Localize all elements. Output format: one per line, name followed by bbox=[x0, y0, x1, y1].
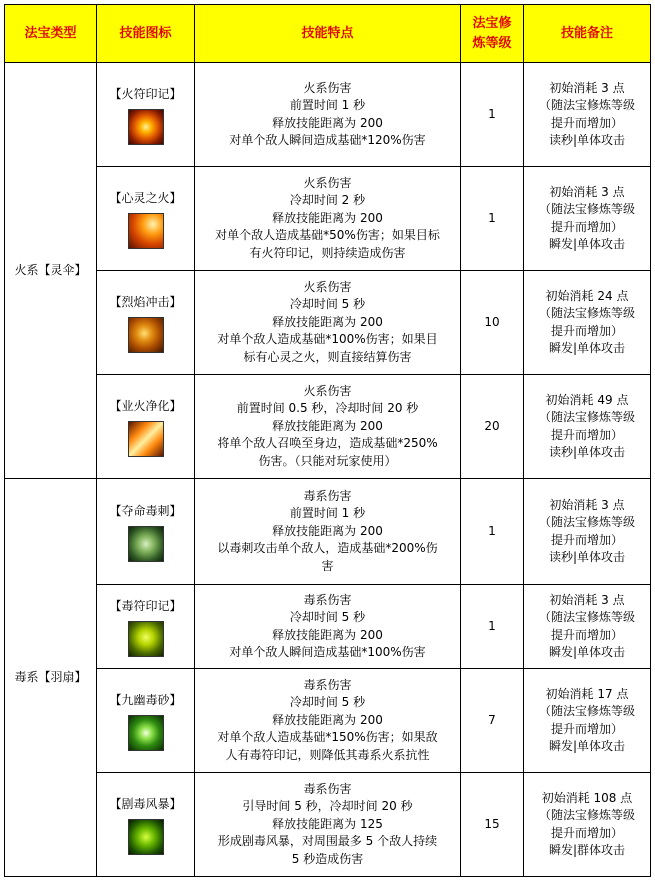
skill-features: 火系伤害 前置时间 0.5 秒，冷却时间 20 秒 释放技能距离为 200 将单个敌人召唤至身边，造成基础*250% 伤害。（只能对玩家使用） bbox=[195, 375, 461, 479]
header-type: 法宝类型 bbox=[5, 5, 97, 63]
header-level: 法宝修 炼等级 bbox=[461, 5, 524, 63]
poison-sand-icon bbox=[128, 715, 164, 751]
skill-name: 【毒符印记】 bbox=[109, 598, 182, 613]
poison-sting-icon bbox=[128, 526, 164, 562]
table-row bbox=[5, 375, 651, 479]
skill-table bbox=[4, 4, 651, 877]
skill-icon-cell bbox=[97, 773, 195, 877]
skill-level: 1 bbox=[461, 63, 524, 167]
skill-notes: 初始消耗 24 点 （随法宝修炼等级 提升而增加） 瞬发|单体攻击 bbox=[524, 271, 651, 375]
skill-icon-cell bbox=[97, 669, 195, 773]
header-features: 技能特点 bbox=[195, 5, 461, 63]
skill-name: 【心灵之火】 bbox=[109, 190, 182, 205]
table-row bbox=[5, 271, 651, 375]
skill-features: 毒系伤害 前置时间 1 秒 释放技能距离为 200 以毒刺攻击单个敌人，造成基础*200%伤 害 bbox=[195, 479, 461, 585]
skill-level: 20 bbox=[461, 375, 524, 479]
skill-features: 火系伤害 冷却时间 2 秒 释放技能距离为 200 对单个敌人造成基础*50%伤害；如果目标 有火符印记，则持续造成伤害 bbox=[195, 167, 461, 271]
skill-features: 毒系伤害 冷却时间 5 秒 释放技能距离为 200 对单个敌人瞬间造成基础*100%伤害 bbox=[195, 585, 461, 669]
skill-icon-cell bbox=[97, 585, 195, 669]
table-row bbox=[5, 479, 651, 585]
skill-notes: 初始消耗 3 点 （随法宝修炼等级 提升而增加） 瞬发|单体攻击 bbox=[524, 585, 651, 669]
table-row bbox=[5, 63, 651, 167]
skill-features: 火系伤害 前置时间 1 秒 释放技能距离为 200 对单个敌人瞬间造成基础*120%伤害 bbox=[195, 63, 461, 167]
poison-seal-icon bbox=[128, 621, 164, 657]
table-row bbox=[5, 167, 651, 271]
skill-notes: 初始消耗 3 点 （随法宝修炼等级 提升而增加） 读秒|单体攻击 bbox=[524, 479, 651, 585]
skill-icon-cell bbox=[97, 479, 195, 585]
group-type-fire: 火系【灵伞】 bbox=[5, 63, 97, 479]
skill-icon-cell bbox=[97, 167, 195, 271]
skill-notes: 初始消耗 3 点 （随法宝修炼等级 提升而增加） 读秒|单体攻击 bbox=[524, 63, 651, 167]
skill-notes: 初始消耗 49 点 （随法宝修炼等级 提升而增加） 读秒|单体攻击 bbox=[524, 375, 651, 479]
table-row bbox=[5, 669, 651, 773]
skill-icon-cell bbox=[97, 375, 195, 479]
skill-level: 15 bbox=[461, 773, 524, 877]
skill-name: 【夺命毒刺】 bbox=[109, 503, 182, 518]
table-row bbox=[5, 773, 651, 877]
skill-level: 7 bbox=[461, 669, 524, 773]
skill-features: 火系伤害 冷却时间 5 秒 释放技能距离为 200 对单个敌人造成基础*100%伤害；如果目 标有心灵之火，则直接结算伤害 bbox=[195, 271, 461, 375]
header-notes: 技能备注 bbox=[524, 5, 651, 63]
skill-name: 【火符印记】 bbox=[109, 86, 182, 101]
skill-features: 毒系伤害 引导时间 5 秒，冷却时间 20 秒 释放技能距离为 125 形成剧毒风暴，对周围最多 5 个敌人持续 5 秒造成伤害 bbox=[195, 773, 461, 877]
spirit-fire-icon bbox=[128, 213, 164, 249]
skill-icon-cell bbox=[97, 63, 195, 167]
skill-features: 毒系伤害 冷却时间 5 秒 释放技能距离为 200 对单个敌人造成基础*150%伤害；如果敌 人有毒符印记，则降低其毒系火系抗性 bbox=[195, 669, 461, 773]
karma-fire-icon bbox=[128, 421, 164, 457]
skill-name: 【烈焰冲击】 bbox=[109, 294, 182, 309]
header-icon: 技能图标 bbox=[97, 5, 195, 63]
skill-level: 1 bbox=[461, 479, 524, 585]
skill-level: 10 bbox=[461, 271, 524, 375]
skill-name: 【剧毒风暴】 bbox=[109, 796, 182, 811]
poison-storm-icon bbox=[128, 819, 164, 855]
skill-level: 1 bbox=[461, 585, 524, 669]
skill-name: 【九幽毒砂】 bbox=[109, 692, 182, 707]
skill-icon-cell bbox=[97, 271, 195, 375]
header-row bbox=[5, 5, 651, 63]
flame-strike-icon bbox=[128, 317, 164, 353]
skill-level: 1 bbox=[461, 167, 524, 271]
table-row bbox=[5, 585, 651, 669]
skill-notes: 初始消耗 108 点 （随法宝修炼等级 提升而增加） 瞬发|群体攻击 bbox=[524, 773, 651, 877]
group-type-poison: 毒系【羽扇】 bbox=[5, 479, 97, 877]
skill-name: 【业火净化】 bbox=[109, 398, 182, 413]
skill-notes: 初始消耗 17 点 （随法宝修炼等级 提升而增加） 瞬发|单体攻击 bbox=[524, 669, 651, 773]
fire-seal-icon bbox=[128, 109, 164, 145]
skill-notes: 初始消耗 3 点 （随法宝修炼等级 提升而增加） 瞬发|单体攻击 bbox=[524, 167, 651, 271]
